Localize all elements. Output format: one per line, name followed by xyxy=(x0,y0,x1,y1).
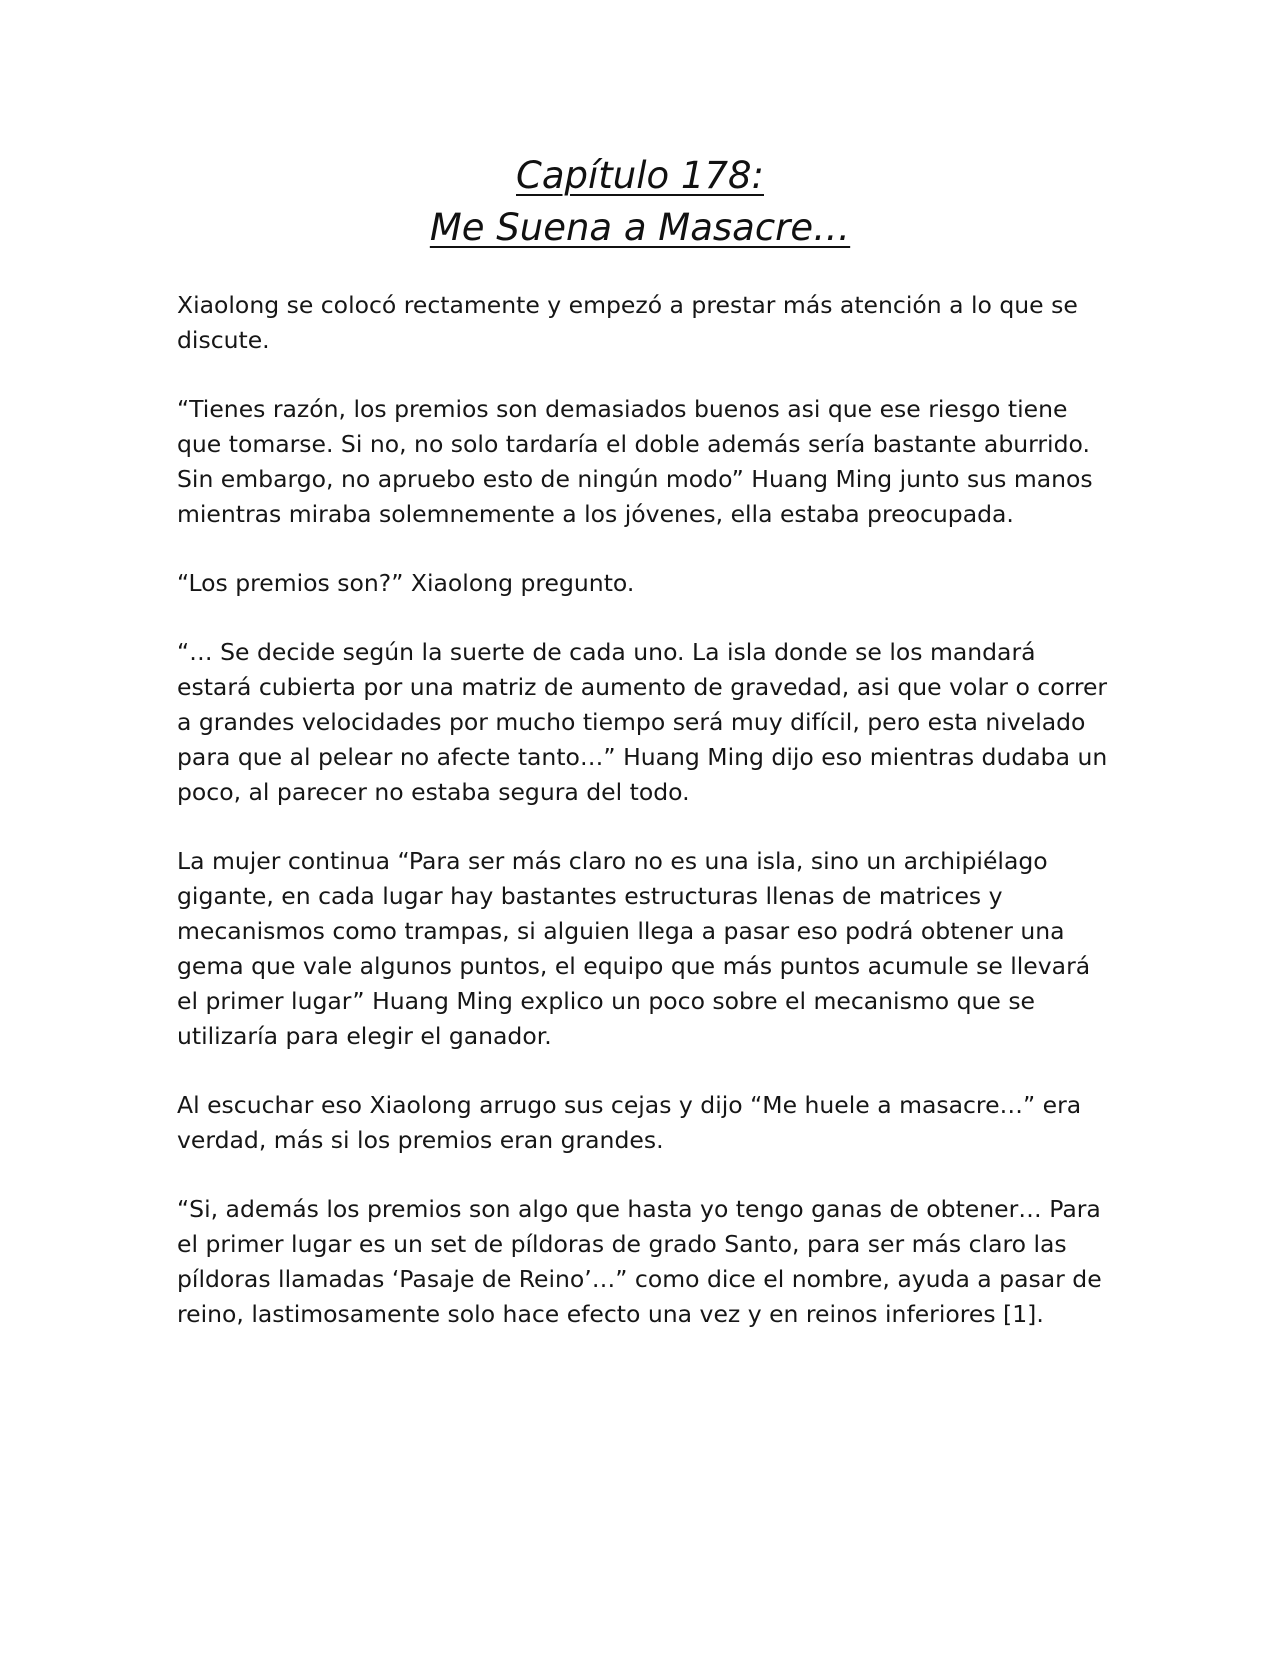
paragraph: “Si, además los premios son algo que hasta yo tengo ganas de obtener… Para el primer lugar es un set de píldoras de grado Santo, para ser más claro las píldoras llamadas ‘Pasaje de Reino’…” como dice el nombre, ayuda a pasar de reino, lastimosamente solo hace efecto una vez y en reinos inferiores [1]. xyxy=(177,1195,1102,1328)
paragraph: Al escuchar eso Xiaolong arrugo sus cejas y dijo “Me huele a masacre…” era verdad, más si los premios eran grandes. xyxy=(177,1091,1082,1154)
paragraph: “Los premios son?” Xiaolong pregunto. xyxy=(177,569,635,597)
paragraph: “… Se decide según la suerte de cada uno. La isla donde se los mandará estará cubierta por una matriz de aumento de gravedad, asi que volar o correr a grandes velocidades por mucho tiempo será muy difícil, pero esta nivelado para que al pelear no afecte tanto…” Huang Ming dijo eso mientras dudaba un poco, al parecer no estaba segura del todo. xyxy=(177,638,1108,806)
chapter-subtitle: Me Suena a Masacre… xyxy=(429,206,851,249)
paragraph: Xiaolong se colocó rectamente y empezó a prestar más atención a lo que se discute. xyxy=(177,291,1078,354)
chapter-body xyxy=(177,288,1117,1366)
paragraph: “Tienes razón, los premios son demasiados buenos asi que ese riesgo tiene que tomarse. Si no, no solo tardaría el doble además sería bastante aburrido. Sin embargo, no apruebo esto de ningún modo” Huang Ming junto sus manos mientras miraba solemnemente a los jóvenes, ella estaba preocupada. xyxy=(177,395,1093,528)
chapter-title xyxy=(0,150,1280,254)
paragraph: La mujer continua “Para ser más claro no es una isla, sino un archipiélago gigante, en cada lugar hay bastantes estructuras llenas de matrices y mecanismos como trampas, si alguien llega a pasar eso podrá obtener una gema que vale algunos puntos, el equipo que más puntos acumule se llevará el primer lugar” Huang Ming explico un poco sobre el mecanismo que se utilizaría para elegir el ganador. xyxy=(177,847,1091,1050)
chapter-number: Capítulo 178: xyxy=(516,154,764,197)
